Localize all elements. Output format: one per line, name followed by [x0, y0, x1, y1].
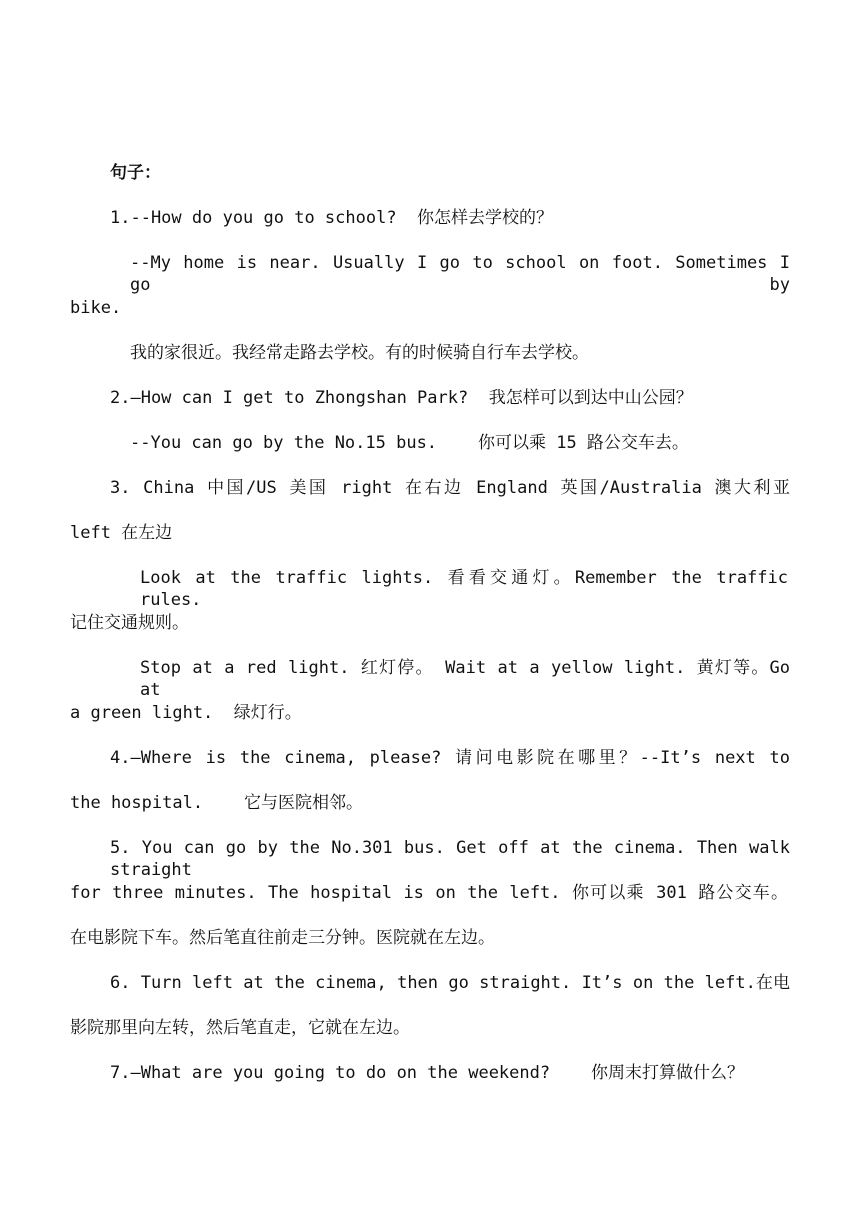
sentence-line-10: 记住交通规则。 — [70, 613, 189, 633]
sentence-line-16: for three minutes. The hospital is on the left. 你可以乘 301 路公交车。 — [70, 883, 788, 903]
sentence-line-5: 2.—How can I get to Zhongshan Park? 我怎样可以到达中山公园？ — [110, 388, 693, 408]
section-heading: 句子： — [110, 163, 161, 183]
sentence-line-19: 影院那里向左转，然后笔直走，它就在左边。 — [70, 1018, 410, 1038]
sentence-line-12: a green light. 绿灯行。 — [70, 703, 302, 723]
sentence-line-6: --You can go by the No.15 bus. 你可以乘 15 路公交车去。 — [130, 433, 689, 453]
sentence-line-3: bike. — [70, 298, 122, 318]
sentence-line-13: 4.—Where is the cinema, please? 请问电影院在哪里？--It’s next to — [110, 748, 790, 768]
sentence-line-11: Stop at a red light. 红灯停。 Wait at a yellow light. 黄灯等。Go at — [140, 658, 790, 700]
sentence-line-7: 3. China 中国/US 美国 right 在右边 England 英国/Australia 澳大利亚 — [110, 478, 790, 498]
sentence-line-2: --My home is near. Usually I go to school on foot. Sometimes I go by — [130, 253, 790, 295]
sentence-line-17: 在电影院下车。然后笔直往前走三分钟。医院就在左边。 — [70, 928, 495, 948]
sentence-line-14: the hospital. 它与医院相邻。 — [70, 793, 363, 813]
sentence-line-18: 6. Turn left at the cinema, then go straight. It’s on the left.在电 — [110, 973, 790, 993]
sentence-line-8: left 在左边 — [70, 523, 173, 543]
sentence-line-9: Look at the traffic lights. 看看交通灯。Remember the traffic rules. — [140, 568, 788, 610]
sentence-line-15: 5. You can go by the No.301 bus. Get off at the cinema. Then walk straight — [110, 838, 790, 880]
sentence-line-4: 我的家很近。我经常走路去学校。有的时候骑自行车去学校。 — [130, 343, 589, 363]
sentence-line-20: 7.—What are you going to do on the weekend? 你周末打算做什么？ — [110, 1063, 745, 1083]
sentence-line-1: 1.--How do you go to school? 你怎样去学校的？ — [110, 208, 554, 228]
